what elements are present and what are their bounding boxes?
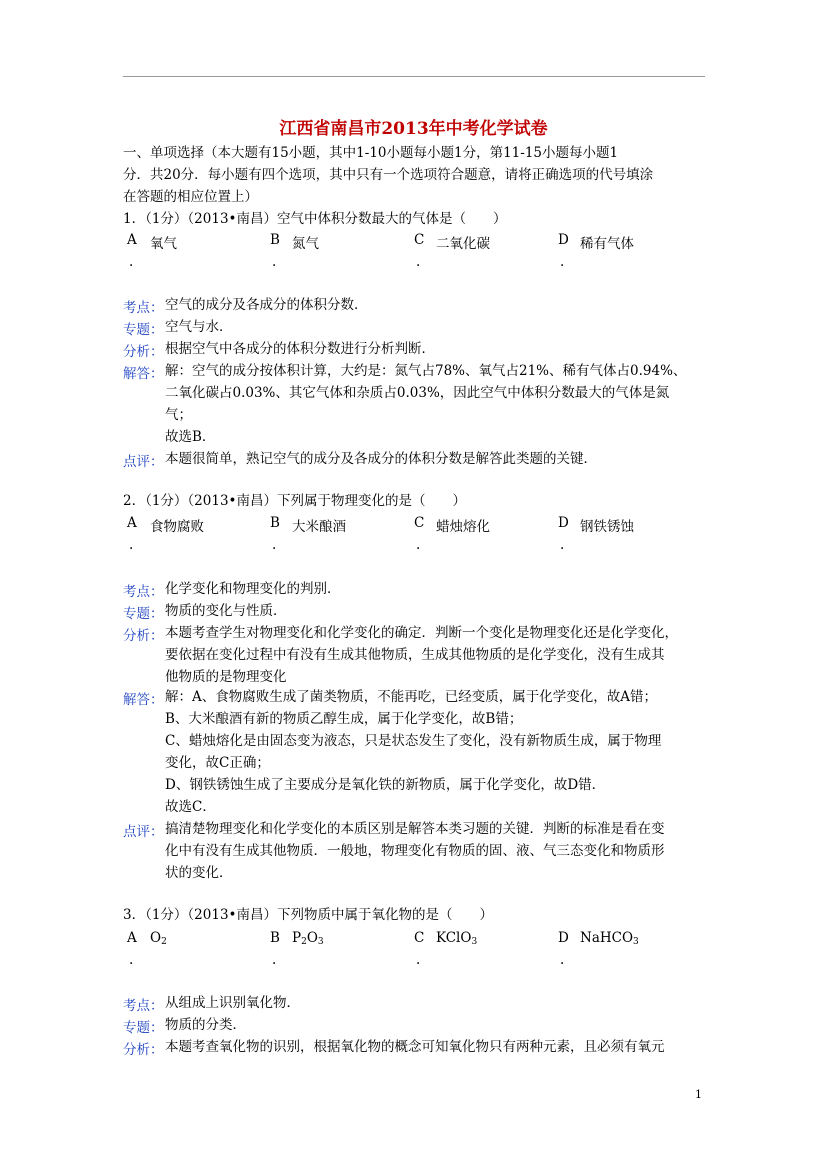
answer-text: 本题很简单，熟记空气的成分及各成分的体积分数是解答此类题的关键． xyxy=(165,451,597,467)
label-kaodian: 考点： xyxy=(123,584,164,600)
answer-text: 二氧化碳占0.03%、其它气体和杂质占0.03%，因此空气中体积分数最大的气体是氮 xyxy=(165,385,670,401)
option-text: 大米酿酒 xyxy=(292,519,346,535)
answer-text: B、大米酿酒有新的物质乙醇生成，属于化学变化，故B错； xyxy=(165,711,523,727)
answer-text: 化学变化和物理变化的判别． xyxy=(165,581,341,597)
answer-text: 空气的成分及各成分的体积分数． xyxy=(165,297,368,313)
answer-text: C、蜡烛熔化是由固态变为液态，只是状态发生了变化，没有新物质生成，属于物理 xyxy=(165,733,662,749)
formula-kclo3: KClO$_3$ xyxy=(436,930,478,947)
option-dot: . xyxy=(416,537,421,553)
option-dot: . xyxy=(129,254,134,270)
answer-text: 物质的变化与性质． xyxy=(165,603,287,619)
label-dianping: 点评： xyxy=(123,454,164,470)
option-letter: D xyxy=(558,930,569,946)
label-jieda: 解答： xyxy=(123,692,164,708)
option-letter: C xyxy=(414,232,425,248)
option-letter: C xyxy=(414,515,425,531)
option-text: 氮气 xyxy=(292,236,319,252)
answer-text: 根据空气中各成分的体积分数进行分析判断． xyxy=(165,341,435,357)
answer-text: 解：A、食物腐败生成了菌类物质，不能再吃，已经变质，属于化学变化，故A错； xyxy=(165,689,657,705)
label-kaodian: 考点： xyxy=(123,998,164,1014)
section-line: 一、单项选择（本大题有15小题，其中1-10小题每小题1分，第11-15小题每小题1 xyxy=(123,145,619,161)
option-dot: . xyxy=(129,952,134,968)
page-title: 江西省南昌市2013年中考化学试卷 xyxy=(279,119,548,139)
page-number: 1 xyxy=(695,1088,702,1101)
label-kaodian: 考点： xyxy=(123,300,164,316)
answer-text: 气； xyxy=(165,407,192,423)
section-line: 分．共20分．每小题有四个选项，其中只有一个选项符合题意，请将正确选项的代号填涂 xyxy=(123,167,654,183)
label-zhuanti: 专题： xyxy=(123,606,164,622)
option-text: 稀有气体 xyxy=(580,236,634,252)
answer-text: 解：空气的成分按体积计算，大约是：氮气占78%、氧气占21%、稀有气体占0.94%、 xyxy=(165,363,687,379)
formula-p2o3: $P_2O_3$ xyxy=(292,930,324,947)
option-dot: . xyxy=(560,254,565,270)
question-stem: 1．（1分）（2013•南昌）空气中体积分数最大的气体是（ ） xyxy=(123,211,507,227)
answer-text: 他物质的是物理变化 xyxy=(165,669,287,685)
option-letter: B xyxy=(270,930,280,946)
label-zhuanti: 专题： xyxy=(123,1020,164,1036)
section-line: 在答题的相应位置上） xyxy=(123,189,258,205)
answer-text: 本题考查氧化物的识别，根据氧化物的概念可知氧化物只有两种元素，且必须有氧元 xyxy=(165,1039,665,1055)
option-dot: . xyxy=(129,537,134,553)
option-letter: C xyxy=(414,930,425,946)
option-dot: . xyxy=(416,952,421,968)
option-text: 钢铁锈蚀 xyxy=(580,519,634,535)
answer-text: 从组成上识别氧化物． xyxy=(165,995,300,1011)
formula-nahco3: NaHCO$_3$ xyxy=(580,930,639,947)
label-zhuanti: 专题： xyxy=(123,322,164,338)
option-letter: A xyxy=(127,232,137,248)
option-text: 二氧化碳 xyxy=(436,236,490,252)
option-dot: . xyxy=(272,537,277,553)
formula-o2: $O_2$ xyxy=(150,930,167,947)
option-dot: . xyxy=(416,254,421,270)
label-jieda: 解答： xyxy=(123,366,164,382)
answer-text: 物质的分类． xyxy=(165,1017,246,1033)
option-text: 食物腐败 xyxy=(150,519,204,535)
answer-text: D、钢铁锈蚀生成了主要成分是氧化铁的新物质，属于化学变化，故D错． xyxy=(165,777,606,793)
label-dianping: 点评： xyxy=(123,824,164,840)
answer-text: 状的变化． xyxy=(165,865,233,881)
option-dot: . xyxy=(272,952,277,968)
option-letter: D xyxy=(558,232,569,248)
question-stem: 3．（1分）（2013•南昌）下列物质中属于氧化物的是（ ） xyxy=(123,907,493,923)
option-letter: B xyxy=(270,232,280,248)
answer-text: 本题考查学生对物理变化和化学变化的确定．判断一个变化是物理变化还是化学变化， xyxy=(165,625,678,641)
option-letter: A xyxy=(127,930,137,946)
answer-text: 空气与水． xyxy=(165,319,233,335)
answer-text: 搞清楚物理变化和化学变化的本质区别是解答本类习题的关键．判断的标准是看在变 xyxy=(165,821,665,837)
option-dot: . xyxy=(560,952,565,968)
option-letter: B xyxy=(270,515,280,531)
option-letter: A xyxy=(127,515,137,531)
option-dot: . xyxy=(560,537,565,553)
label-fenxi: 分析： xyxy=(123,1042,164,1058)
answer-text: 变化，故C正确； xyxy=(165,755,270,771)
answer-text: 要依据在变化过程中有没有生成其他物质，生成其他物质的是化学变化，没有生成其 xyxy=(165,647,665,663)
answer-text: 故选B． xyxy=(165,429,216,445)
option-dot: . xyxy=(272,254,277,270)
header-rule xyxy=(123,76,705,77)
answer-text: 故选C． xyxy=(165,799,216,815)
label-fenxi: 分析： xyxy=(123,344,164,360)
answer-text: 化中有没有生成其他物质．一般地，物理变化有物质的固、液、气三态变化和物质形 xyxy=(165,843,665,859)
option-text: 蜡烛熔化 xyxy=(436,519,490,535)
question-stem: 2．（1分）（2013•南昌）下列属于物理变化的是（ ） xyxy=(123,493,466,509)
option-letter: D xyxy=(558,515,569,531)
option-text: 氧气 xyxy=(150,236,177,252)
label-fenxi: 分析： xyxy=(123,628,164,644)
